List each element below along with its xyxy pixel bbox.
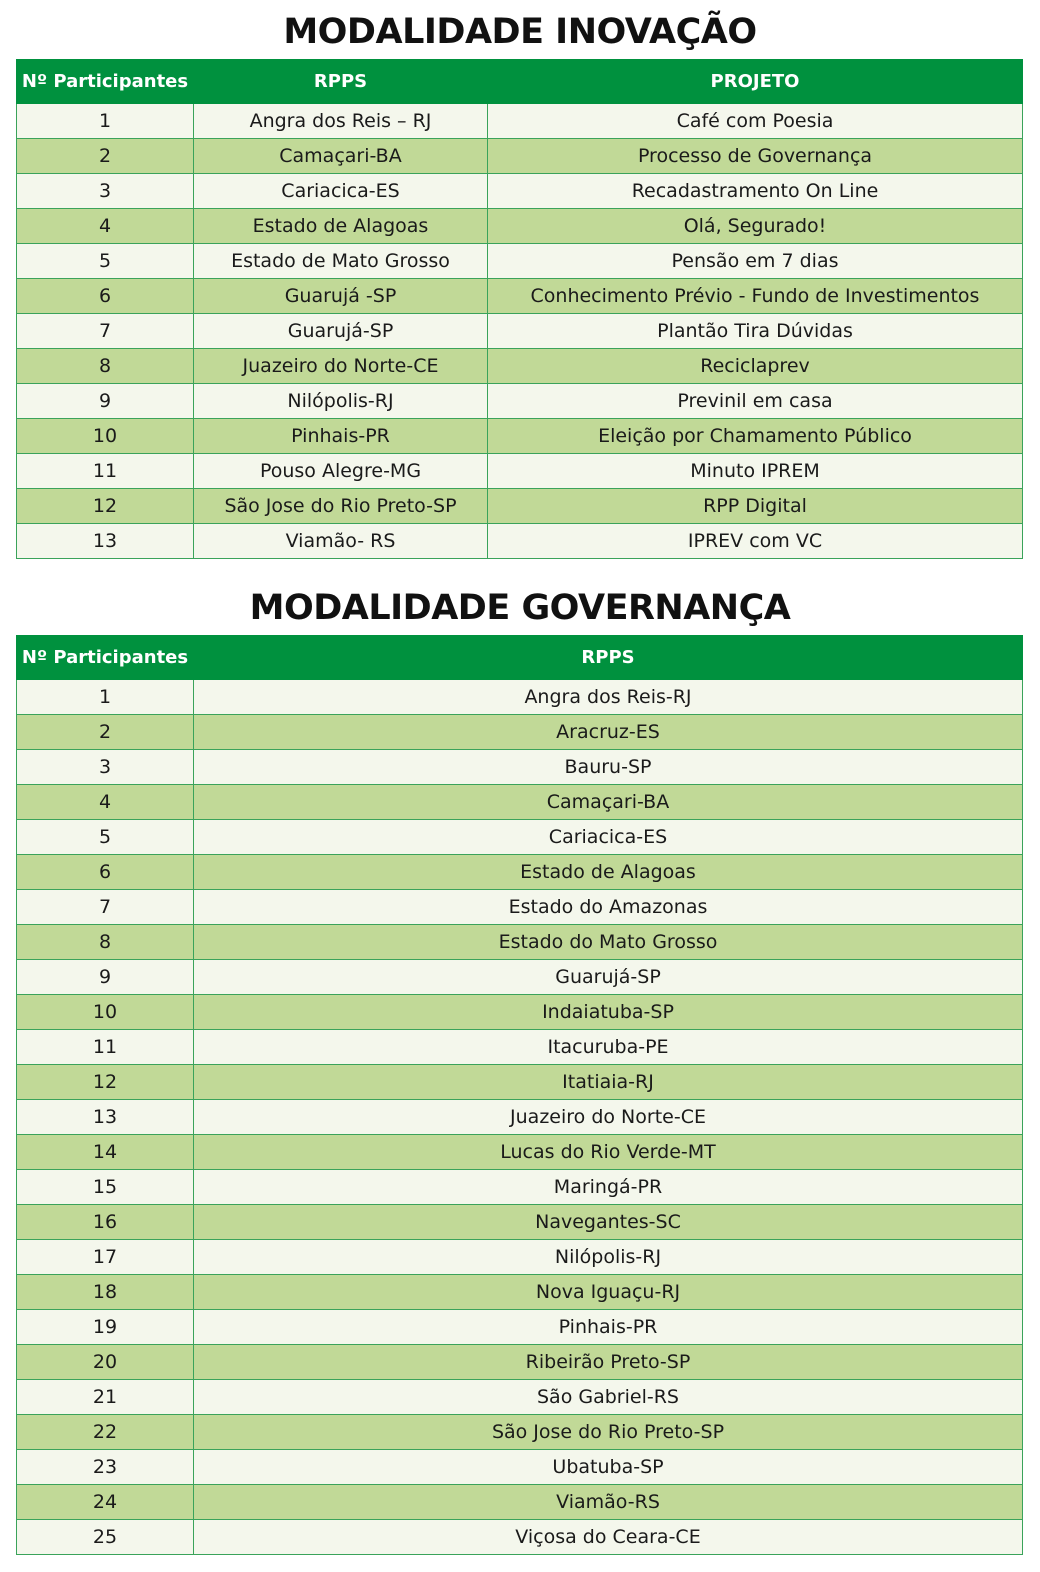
cell-rpps: Estado do Amazonas — [194, 890, 1023, 925]
cell-projeto: IPREV com VC — [488, 524, 1023, 559]
cell-num: 25 — [17, 1520, 194, 1555]
governanca-header-row — [17, 636, 1023, 680]
table-row — [17, 1100, 1023, 1135]
cell-projeto: Olá, Segurado! — [488, 209, 1023, 244]
table-row — [17, 1170, 1023, 1205]
cell-rpps: Nova Iguaçu-RJ — [194, 1275, 1023, 1310]
table-row — [17, 139, 1023, 174]
cell-rpps: Guarujá -SP — [194, 279, 488, 314]
cell-rpps: Pinhais-PR — [194, 419, 488, 454]
cell-num: 16 — [17, 1205, 194, 1240]
cell-num: 20 — [17, 1345, 194, 1380]
table-row — [17, 1415, 1023, 1450]
table-row — [17, 1310, 1023, 1345]
table-row — [17, 925, 1023, 960]
cell-rpps: Itacuruba-PE — [194, 1030, 1023, 1065]
cell-rpps: Indaiatuba-SP — [194, 995, 1023, 1030]
table-row — [17, 174, 1023, 209]
cell-num: 19 — [17, 1310, 194, 1345]
table-row — [17, 1030, 1023, 1065]
table-row — [17, 715, 1023, 750]
cell-num: 13 — [17, 1100, 194, 1135]
cell-rpps: Camaçari-BA — [194, 139, 488, 174]
cell-projeto: Recadastramento On Line — [488, 174, 1023, 209]
table-row — [17, 489, 1023, 524]
governanca-table — [16, 635, 1023, 1555]
cell-rpps: Pinhais-PR — [194, 1310, 1023, 1345]
cell-rpps: Viamão- RS — [194, 524, 488, 559]
cell-num: 3 — [17, 750, 194, 785]
table-row — [17, 855, 1023, 890]
cell-projeto: Pensão em 7 dias — [488, 244, 1023, 279]
cell-rpps: São Gabriel-RS — [194, 1380, 1023, 1415]
inovacao-table-body — [17, 104, 1023, 559]
cell-rpps: Estado de Alagoas — [194, 855, 1023, 890]
inovacao-title: MODALIDADE INOVAÇÃO — [283, 12, 757, 52]
cell-num: 1 — [17, 104, 194, 139]
table-row — [17, 454, 1023, 489]
cell-num: 8 — [17, 349, 194, 384]
table-row — [17, 960, 1023, 995]
cell-num: 10 — [17, 419, 194, 454]
cell-rpps: Angra dos Reis – RJ — [194, 104, 488, 139]
table-row — [17, 995, 1023, 1030]
cell-projeto: Eleição por Chamamento Público — [488, 419, 1023, 454]
table-row — [17, 1135, 1023, 1170]
cell-num: 2 — [17, 715, 194, 750]
cell-rpps: Estado de Alagoas — [194, 209, 488, 244]
cell-rpps: Navegantes-SC — [194, 1205, 1023, 1240]
cell-num: 10 — [17, 995, 194, 1030]
cell-num: 23 — [17, 1450, 194, 1485]
table-row — [17, 524, 1023, 559]
cell-num: 21 — [17, 1380, 194, 1415]
cell-rpps: Nilópolis-RJ — [194, 1240, 1023, 1275]
table-row — [17, 1205, 1023, 1240]
cell-rpps: Nilópolis-RJ — [194, 384, 488, 419]
cell-rpps: Juazeiro do Norte-CE — [194, 349, 488, 384]
table-row — [17, 1240, 1023, 1275]
cell-rpps: Guarujá-SP — [194, 960, 1023, 995]
table-row — [17, 785, 1023, 820]
governanca-title: MODALIDADE GOVERNANÇA — [249, 588, 791, 628]
cell-num: 7 — [17, 890, 194, 925]
table-row — [17, 1065, 1023, 1100]
cell-rpps: Maringá-PR — [194, 1170, 1023, 1205]
cell-num: 6 — [17, 855, 194, 890]
inovacao-table — [16, 59, 1023, 559]
cell-num: 4 — [17, 785, 194, 820]
cell-rpps: Cariacica-ES — [194, 174, 488, 209]
header-num-participantes: Nº Participantes — [17, 60, 194, 104]
cell-num: 7 — [17, 314, 194, 349]
cell-rpps: Ubatuba-SP — [194, 1450, 1023, 1485]
cell-rpps: Bauru-SP — [194, 750, 1023, 785]
cell-rpps: Ribeirão Preto-SP — [194, 1345, 1023, 1380]
cell-projeto: Previnil em casa — [488, 384, 1023, 419]
cell-rpps: Lucas do Rio Verde-MT — [194, 1135, 1023, 1170]
cell-rpps: Cariacica-ES — [194, 820, 1023, 855]
table-row — [17, 314, 1023, 349]
cell-rpps: Juazeiro do Norte-CE — [194, 1100, 1023, 1135]
cell-rpps: São Jose do Rio Preto-SP — [194, 1415, 1023, 1450]
table-row — [17, 1380, 1023, 1415]
cell-projeto: Processo de Governança — [488, 139, 1023, 174]
cell-num: 3 — [17, 174, 194, 209]
cell-num: 12 — [17, 489, 194, 524]
cell-projeto: Conhecimento Prévio - Fundo de Investimentos — [488, 279, 1023, 314]
cell-rpps: Viçosa do Ceara-CE — [194, 1520, 1023, 1555]
cell-num: 4 — [17, 209, 194, 244]
table-row — [17, 1450, 1023, 1485]
table-row — [17, 1275, 1023, 1310]
cell-num: 15 — [17, 1170, 194, 1205]
cell-num: 24 — [17, 1485, 194, 1520]
header-rpps: RPPS — [194, 60, 488, 104]
cell-num: 12 — [17, 1065, 194, 1100]
cell-rpps: Estado de Mato Grosso — [194, 244, 488, 279]
cell-projeto: RPP Digital — [488, 489, 1023, 524]
cell-num: 1 — [17, 680, 194, 715]
table-row — [17, 384, 1023, 419]
cell-num: 9 — [17, 960, 194, 995]
table-row — [17, 1520, 1023, 1555]
table-row — [17, 680, 1023, 715]
cell-num: 11 — [17, 1030, 194, 1065]
cell-num: 5 — [17, 820, 194, 855]
cell-num: 18 — [17, 1275, 194, 1310]
cell-num: 8 — [17, 925, 194, 960]
cell-projeto: Minuto IPREM — [488, 454, 1023, 489]
inovacao-header-row — [17, 60, 1023, 104]
cell-rpps: Angra dos Reis-RJ — [194, 680, 1023, 715]
cell-projeto: Café com Poesia — [488, 104, 1023, 139]
header-rpps: RPPS — [194, 636, 1023, 680]
cell-rpps: Estado do Mato Grosso — [194, 925, 1023, 960]
governanca-table-body — [17, 680, 1023, 1555]
table-row — [17, 1485, 1023, 1520]
cell-num: 22 — [17, 1415, 194, 1450]
cell-num: 6 — [17, 279, 194, 314]
cell-num: 13 — [17, 524, 194, 559]
cell-num: 11 — [17, 454, 194, 489]
cell-projeto: Reciclaprev — [488, 349, 1023, 384]
header-num-participantes: Nº Participantes — [17, 636, 194, 680]
cell-projeto: Plantão Tira Dúvidas — [488, 314, 1023, 349]
table-row — [17, 890, 1023, 925]
table-row — [17, 419, 1023, 454]
cell-rpps: Camaçari-BA — [194, 785, 1023, 820]
table-row — [17, 104, 1023, 139]
cell-rpps: São Jose do Rio Preto-SP — [194, 489, 488, 524]
table-row — [17, 349, 1023, 384]
table-row — [17, 820, 1023, 855]
table-row — [17, 750, 1023, 785]
table-row — [17, 209, 1023, 244]
cell-num: 2 — [17, 139, 194, 174]
cell-num: 17 — [17, 1240, 194, 1275]
cell-rpps: Viamão-RS — [194, 1485, 1023, 1520]
cell-rpps: Pouso Alegre-MG — [194, 454, 488, 489]
table-row — [17, 1345, 1023, 1380]
cell-rpps: Aracruz-ES — [194, 715, 1023, 750]
cell-rpps: Guarujá-SP — [194, 314, 488, 349]
table-row — [17, 244, 1023, 279]
table-row — [17, 279, 1023, 314]
cell-num: 9 — [17, 384, 194, 419]
cell-rpps: Itatiaia-RJ — [194, 1065, 1023, 1100]
cell-num: 5 — [17, 244, 194, 279]
header-projeto: PROJETO — [488, 60, 1023, 104]
cell-num: 14 — [17, 1135, 194, 1170]
